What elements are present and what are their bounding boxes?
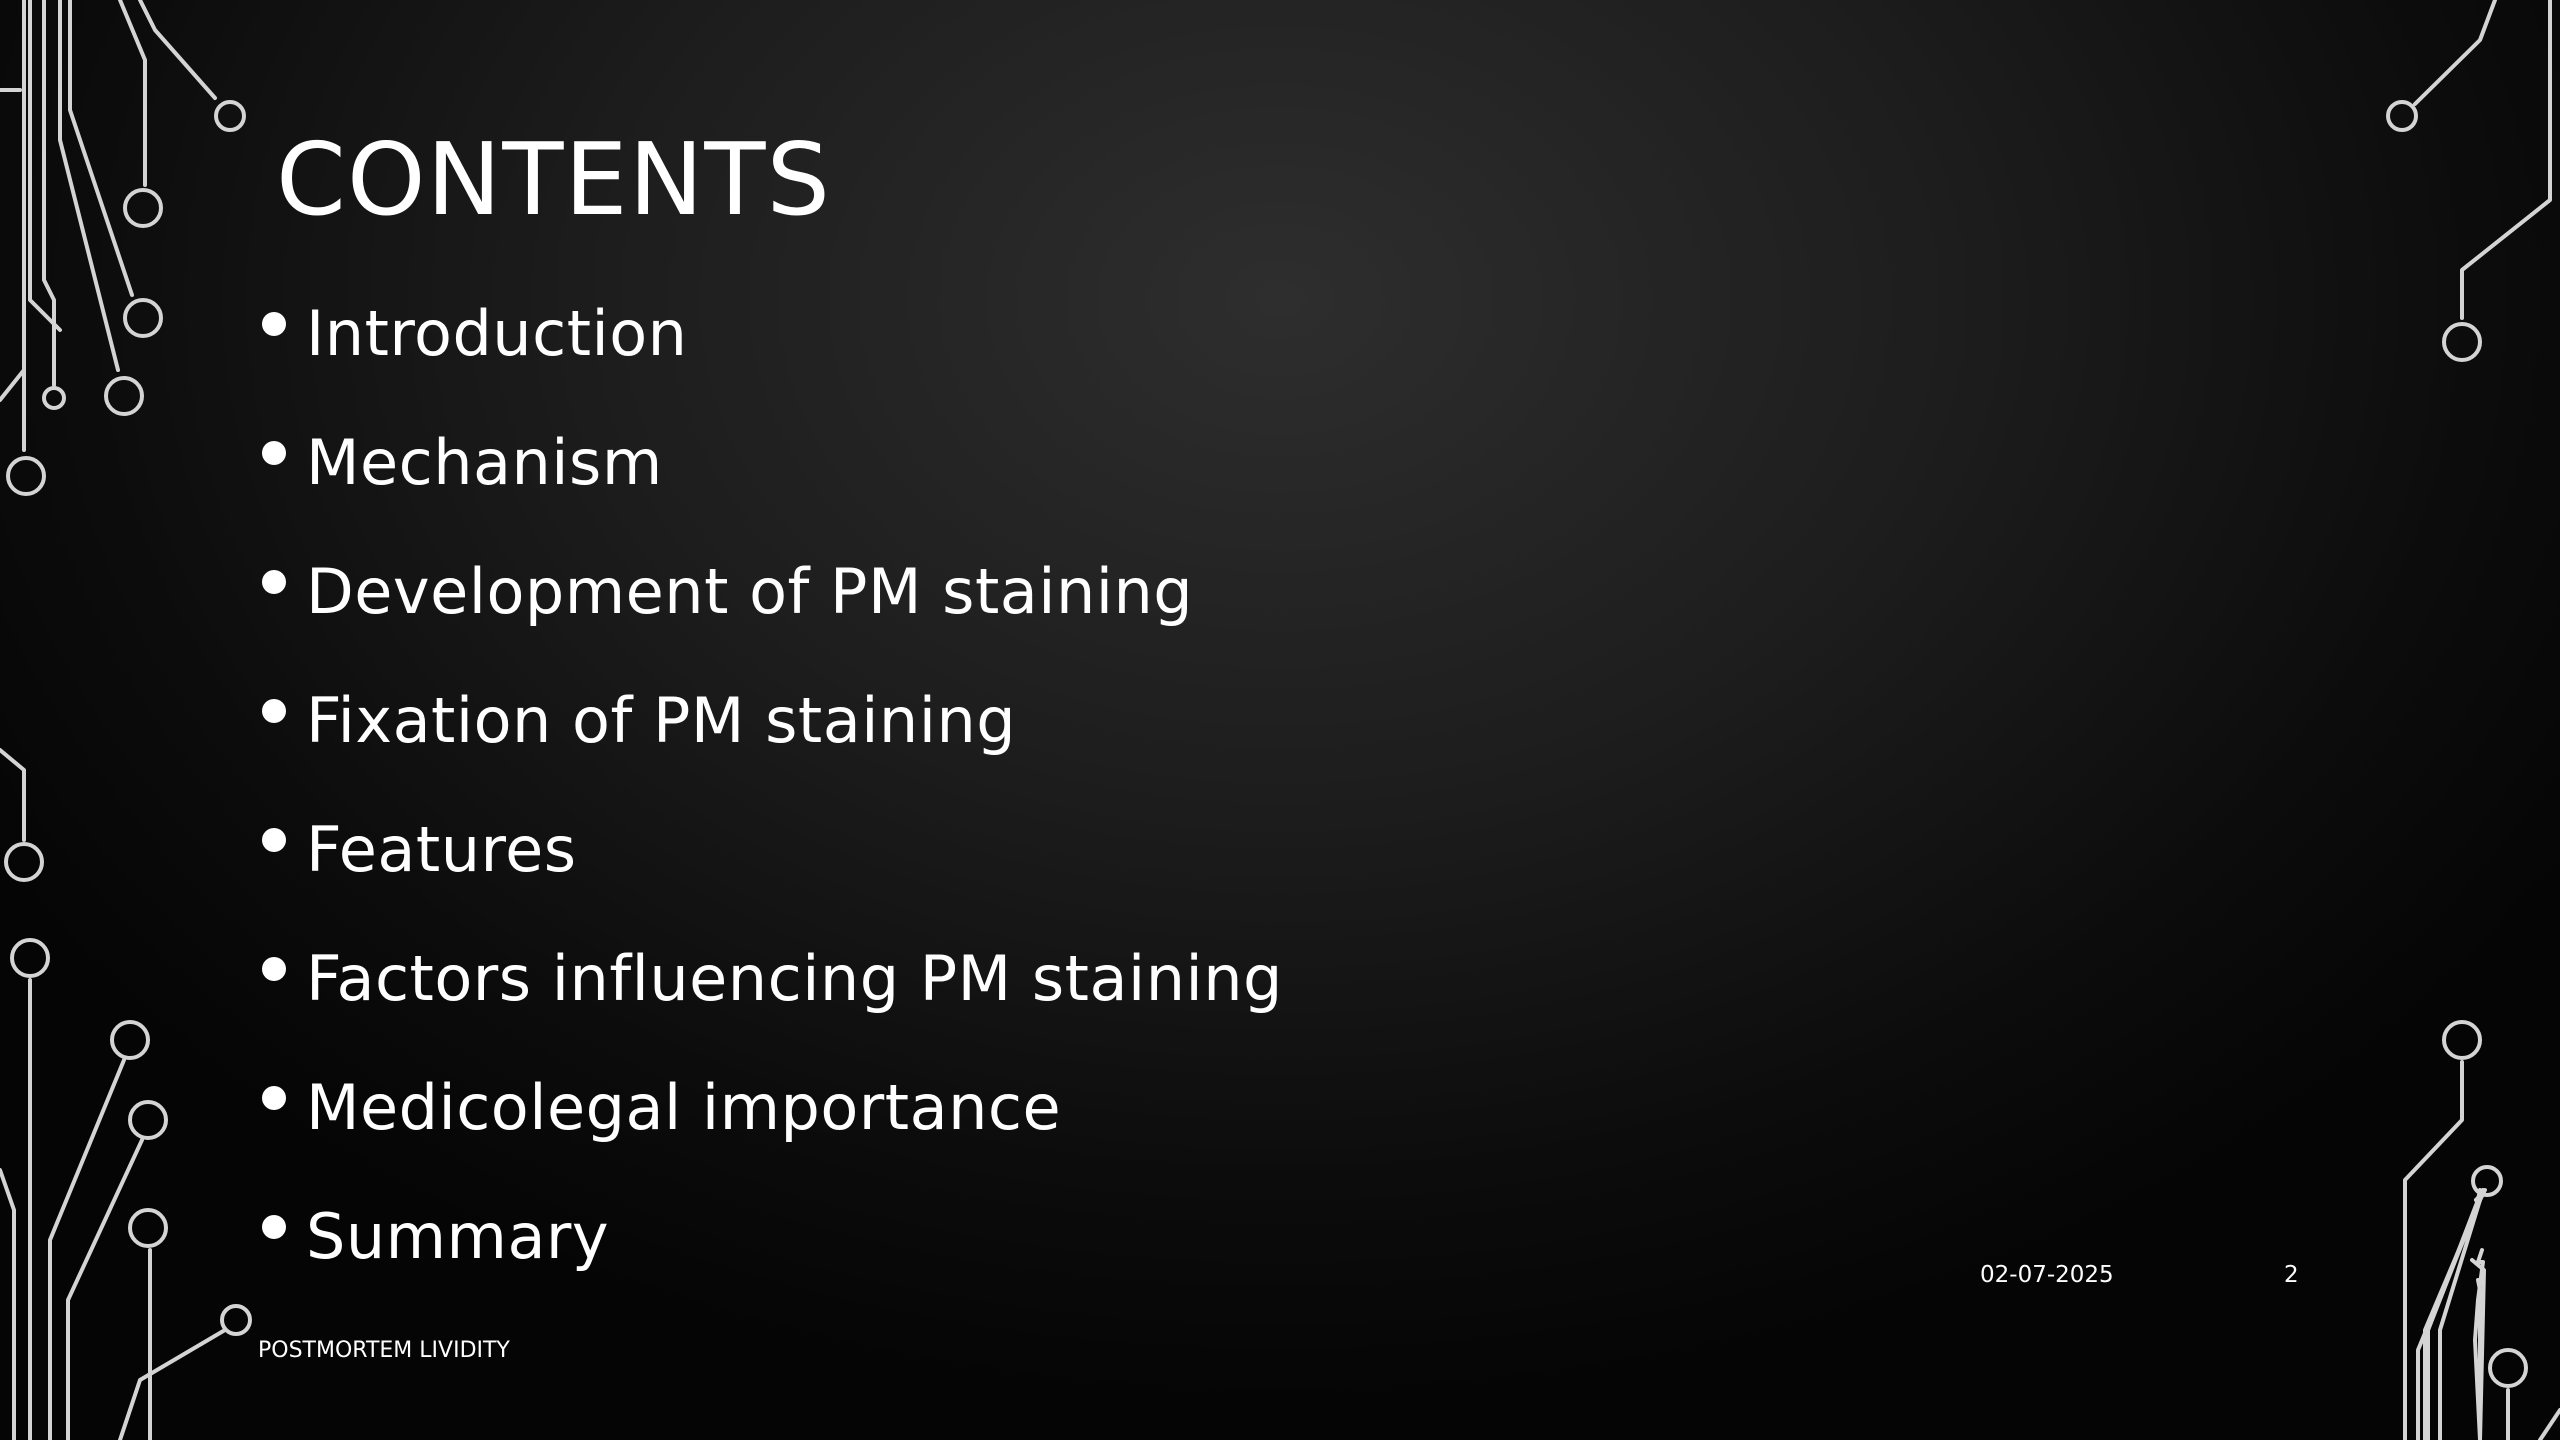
list-item-label: Summary (306, 1200, 610, 1273)
bullet-icon (262, 1215, 286, 1239)
list-item-introduction (258, 288, 1283, 417)
contents-list (258, 288, 1283, 1320)
list-item-label: Medicolegal importance (306, 1071, 1062, 1144)
list-item-label: Features (306, 813, 577, 886)
list-item-medicolegal (258, 1062, 1283, 1191)
list-item-fixation (258, 675, 1283, 804)
bullet-icon (262, 1086, 286, 1110)
list-item-mechanism (258, 417, 1283, 546)
list-item-features (258, 804, 1283, 933)
circuit-top-right-icon (2388, 0, 2550, 360)
list-item-development (258, 546, 1283, 675)
bullet-icon (262, 957, 286, 981)
slide-title: CONTENTS (276, 121, 831, 238)
footer-date: 02-07-2025 (1980, 1262, 2114, 1288)
bullet-icon (262, 828, 286, 852)
circuit-bottom-right-icon (2405, 1022, 2560, 1440)
list-item-label: Introduction (306, 297, 688, 370)
bullet-icon (262, 699, 286, 723)
circuit-left-middle-icon (0, 750, 42, 880)
list-item-factors (258, 933, 1283, 1062)
page-number: 2 (2284, 1262, 2299, 1288)
list-item-summary (258, 1191, 1283, 1320)
bullet-icon (262, 570, 286, 594)
list-item-label: Factors influencing PM staining (306, 942, 1283, 1015)
list-item-label: Mechanism (306, 426, 663, 499)
list-item-label: Fixation of PM staining (306, 684, 1017, 757)
bullet-icon (262, 312, 286, 336)
circuit-top-left-icon (0, 0, 244, 494)
list-item-label: Development of PM staining (306, 555, 1194, 628)
bullet-icon (262, 441, 286, 465)
footer-text: POSTMORTEM LIVIDITY (258, 1338, 510, 1363)
circuit-bottom-left-icon (0, 940, 250, 1440)
